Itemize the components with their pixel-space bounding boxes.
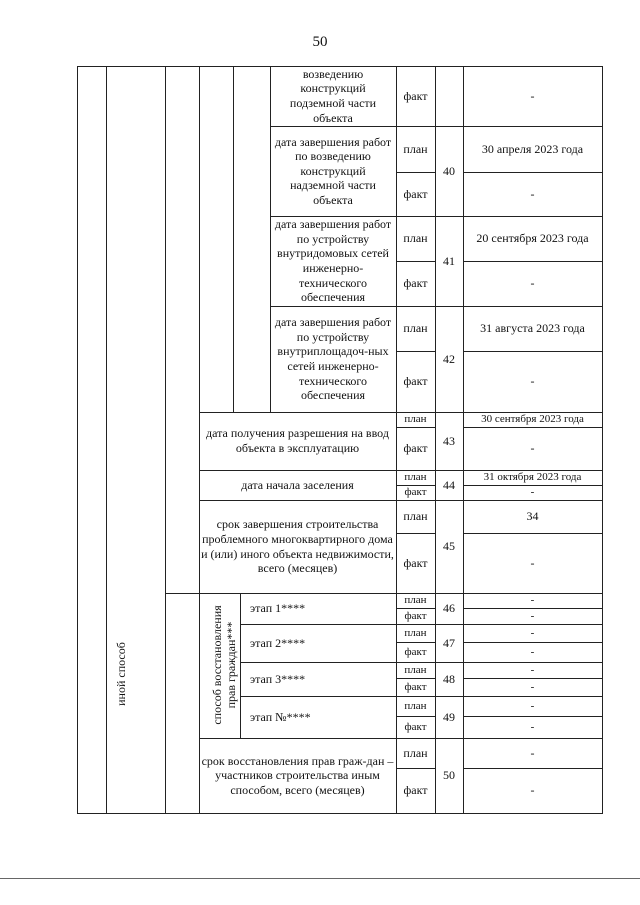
row-name: дата начала заселения (241, 477, 354, 492)
plan-value: - (530, 594, 535, 606)
plan-value: 31 августа 2023 года (480, 321, 585, 336)
table-border-left (77, 66, 78, 814)
column-divider (233, 66, 234, 412)
fact-label: факт (404, 680, 427, 693)
document-table (77, 66, 603, 814)
row-number: 40 (443, 163, 455, 178)
row-number: 43 (443, 433, 455, 448)
fact-value: - (530, 720, 535, 733)
fact-label: факт (403, 88, 428, 103)
fact-value: - (530, 88, 535, 103)
column-divider (106, 66, 107, 814)
plan-label: план (404, 663, 427, 676)
fact-label: факт (403, 441, 428, 456)
plan-value: 30 сентября 2023 года (481, 413, 584, 425)
row-name: дата завершения работ по устройству внутриплощадоч-ных сетей инженерно-технического обеспечения (274, 315, 392, 403)
row-name: срок завершения строительства проблемного многоквартирного дома и (или) иного объекта недвижимости, всего (месяцев) (201, 517, 394, 576)
row-number: 46 (443, 601, 455, 616)
fact-label: факт (404, 486, 427, 498)
row-name: этап 3**** (250, 671, 306, 686)
fact-label: факт (404, 645, 427, 658)
row-name: дата получения разрешения на ввод объекта в эксплуатацию (206, 426, 389, 455)
fact-label: факт (403, 276, 428, 291)
column-divider (165, 66, 166, 814)
plan-value: - (530, 699, 535, 712)
fact-value: - (530, 276, 535, 291)
row-number: 42 (443, 351, 455, 366)
plan-label: план (403, 231, 428, 246)
plan-label: план (403, 321, 428, 336)
fact-value: - (530, 783, 535, 798)
plan-value: 20 сентября 2023 года (476, 231, 589, 246)
fact-label: факт (403, 555, 428, 570)
row-number: 45 (443, 539, 455, 554)
row-number: 47 (443, 635, 455, 650)
plan-label: план (403, 509, 428, 524)
fact-label: факт (403, 186, 428, 201)
row-number: 41 (443, 253, 455, 268)
fact-value: - (530, 374, 535, 389)
plan-value: 34 (526, 509, 539, 524)
row-number: 50 (443, 768, 455, 783)
plan-label: план (404, 471, 427, 483)
fact-value: - (530, 555, 535, 570)
page-bottom-rule (0, 878, 640, 879)
row-name: дата завершения работ по возведению конструкций надземной части объекта (274, 134, 392, 207)
row-name: срок восстановления прав граж-дан – участников строительства иным способом, всего (месяцев) (201, 753, 394, 797)
row-name: этап 2**** (250, 635, 306, 650)
plan-label: план (404, 413, 427, 425)
row-number: 44 (443, 477, 455, 492)
plan-value: - (530, 626, 535, 639)
table-border-right (602, 66, 603, 814)
row-number: 49 (443, 709, 455, 724)
row-name: дата завершения работ по устройству внутридомовых сетей инженерно-технического обеспечения (274, 217, 392, 305)
fact-label: факт (404, 720, 427, 733)
fact-label: факт (403, 783, 428, 798)
plan-value: 30 апреля 2023 года (481, 141, 584, 156)
plan-label: план (403, 745, 428, 760)
fact-label: факт (404, 609, 427, 622)
fact-value: - (530, 186, 535, 201)
row-name: возведению конструкций подземной части объекта (289, 66, 377, 125)
plan-label: план (404, 594, 427, 606)
fact-value: - (530, 486, 535, 498)
row-name: этап №**** (250, 709, 311, 724)
plan-value: 31 октября 2023 года (483, 471, 582, 483)
plan-label: план (404, 626, 427, 639)
fact-value: - (530, 609, 535, 622)
plan-label: план (404, 699, 427, 712)
row-name: этап 1**** (250, 601, 306, 616)
page-number: 50 (312, 34, 328, 50)
restore-method-label: способ восстановления прав граждан*** (210, 605, 238, 725)
row-number: 48 (443, 671, 455, 686)
fact-value: - (530, 680, 535, 693)
fact-label: факт (403, 374, 428, 389)
fact-value: - (530, 645, 535, 658)
table-border-bottom (77, 813, 603, 814)
fact-value: - (530, 441, 535, 456)
method-label: иной способ (114, 642, 128, 706)
plan-label: план (403, 141, 428, 156)
plan-value: - (530, 745, 535, 760)
plan-value: - (530, 663, 535, 676)
